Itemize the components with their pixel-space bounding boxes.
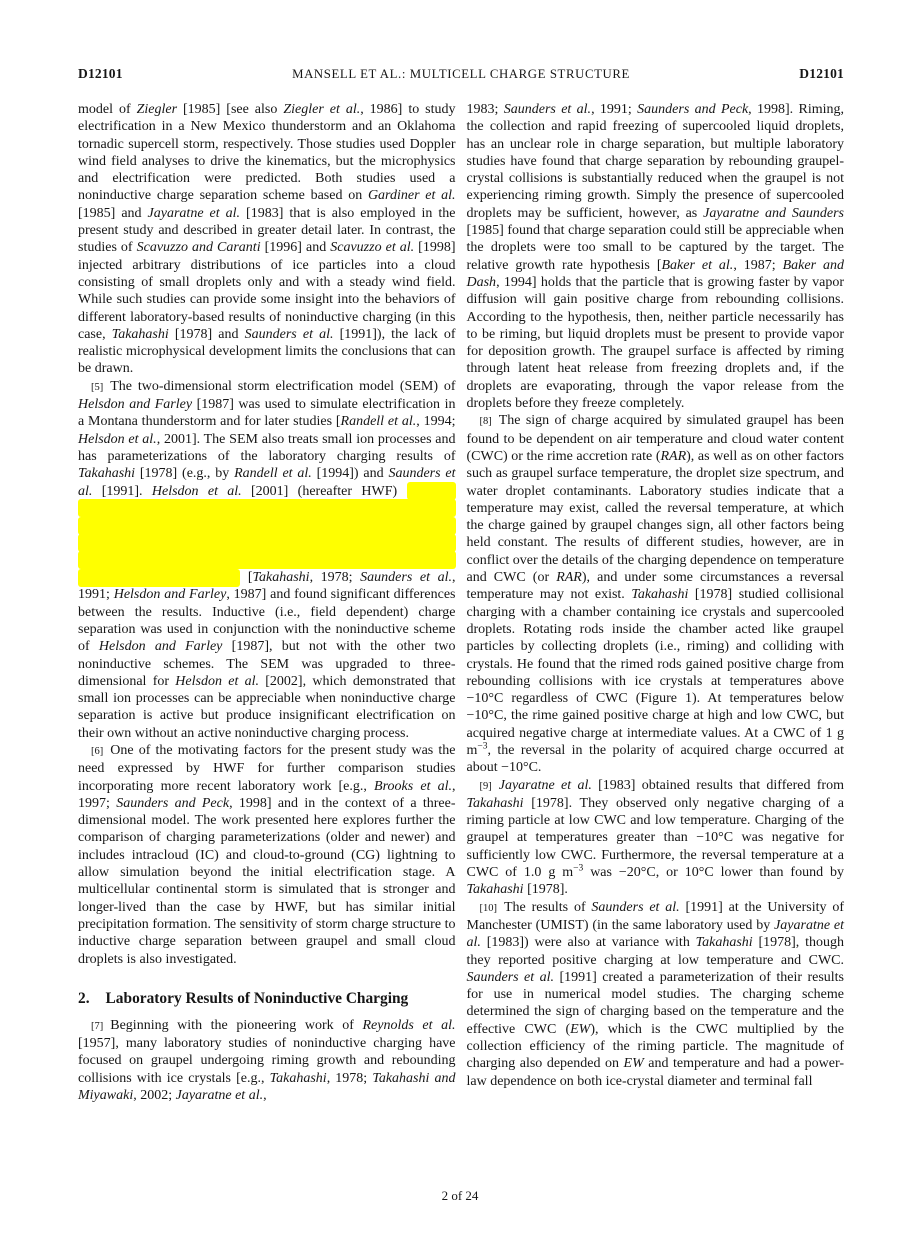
paragraph-number: [9] xyxy=(479,780,492,792)
right-column xyxy=(467,101,845,1104)
citation-italic: Scavuzzo and Caranti xyxy=(136,240,261,256)
paragraph: [10] The results of Saunders et al. [1991] at the University of Manchester (UMIST) (in the same laboratory used by Jayaratne et al. [1983]) were also at variance with Takahashi [1978], though they reported positive charging at low temperature and CWC. Saunders et al. [1991] created a parameterization of their results for use in numerical model studies. The charging scheme determined the sign of charging based on the temperature and the effective CWC (EW), which is the CWC multiplied by the collection efficiency of the riming particle. The magnitude of charging also depended on EW and temperature and had a power-law dependence on both ice-crystal diameter and terminal fall xyxy=(466,899,845,1089)
citation-italic: Jayaratne et al. xyxy=(466,917,844,951)
citation-italic: EW xyxy=(570,1021,591,1037)
citation-italic: Helsdon et al. xyxy=(175,673,259,689)
superscript: −3 xyxy=(573,863,584,874)
citation-italic: Takahashi xyxy=(466,882,524,898)
paragraph: [9] Jayaratne et al. [1983] obtained results that differed from Takahashi [1978]. They observed only negative charging of a riming particle at low CWC and low temperature. Charging of the graupel at temperatures greater than −10°C was negative for sufficiently low CWC. Furthermore, the reversal temperature at a CWC of 1.0 g $m^{-3}$ was −20°C, or 10°C lower than found by Takahashi [1978]. xyxy=(466,777,844,898)
citation-italic: Helsdon and Farley xyxy=(78,397,193,413)
citation-italic: Takahashi xyxy=(269,1070,327,1086)
citation-italic: Jayaratne et al. xyxy=(498,777,592,793)
article-body xyxy=(78,101,844,1104)
paragraph: [8] The sign of charge acquired by simulated graupel has been found to be dependent on air temperature and cloud water content (CWC) or the rime accretion rate (RAR), as well as on other factors such as graupel surface temperature, the droplet size spectrum, and water droplet contaminants. Laboratory studies indicate that a temperature may exist, called the reversal temperature, at which the charge gained by graupel changes sign, all other factors being held constant. The results of different studies, however, are in conflict over the details of the charging dependence on temperature and CWC (or RAR), and under some circumstances a reversal temperature may not exist. Takahashi [1978] studied collisional charging with a chamber containing ice crystals and supercooled droplets. Rotating rods inside the chamber acted like graupel particles by collecting droplets (i.e., riming) and colliding with crystals. He found that the rimed rods gained positive charge from rebounding collisions with ice crystals at temperatures above −10°C regardless of CWC (Figure 1). At temperatures below −10°C, the rime gained positive charge at high and low CWC, but acquired negative charge at intermediate values. At a CWC of 1 g $m^{-3}$, the reversal in the polarity of acquired charge occurred at about −10°C. xyxy=(466,413,844,776)
page-footer xyxy=(0,1188,920,1204)
section-title: Laboratory Results of Noninductive Charging xyxy=(105,989,409,1007)
citation-italic: Helsdon and Farley xyxy=(113,587,227,603)
citation-italic: Randell et al. xyxy=(234,466,312,482)
citation-italic: Helsdon et al. xyxy=(78,431,157,447)
citation-italic: Helsdon and Farley xyxy=(98,639,223,655)
citation-italic: Takahashi xyxy=(466,795,524,811)
paragraph-number: [6] xyxy=(91,745,104,757)
paragraph-number: [5] xyxy=(91,381,104,393)
citation-italic: Gardiner et al. xyxy=(367,188,456,204)
citation-italic: Jayaratne and Saunders xyxy=(703,205,844,221)
section-heading xyxy=(78,989,456,1008)
paragraph-number: [10] xyxy=(479,902,497,914)
running-title: MANSELL ET AL.: MULTICELL CHARGE STRUCTURE xyxy=(292,67,630,81)
paragraph: [5] The two-dimensional storm electrification model (SEM) of Helsdon and Farley [1987] was used to simulate electrification in a Montana thunderstorm and for later studies [Randell et al., 1994; Helsdon et al., 2001]. The SEM also treats small ion processes and has parameterizations of the laboratory charging results of Takahashi [1978] (e.g., by Randell et al. [1994]) and Saunders et al. [1991]. Helsdon et al. [2001] (hereafter HWF) [Takahashi, 1978; Saunders et al., 1991; Helsdon and Farley, 1987] and found significant differences between the results. Inductive (i.e., field dependent) charge separation was used in conjunction with the noninductive scheme of Helsdon and Farley [1987], but not with the other two noninductive schemes. The SEM was upgraded to three-dimensional for Helsdon et al. [2002], which demonstrated that small ion processes can be appreciable when noninductive charge separation is active but produce insignificant electrification on their own without an active noninductive charging process. xyxy=(78,378,456,741)
paragraph-number: [8] xyxy=(479,416,492,428)
citation-italic: Jayaratne et al. xyxy=(175,1088,264,1104)
citation-italic: Jayaratne et al. xyxy=(147,205,241,221)
journal-id-left: D12101 xyxy=(78,66,123,81)
journal-id-right: D12101 xyxy=(799,66,844,81)
citation-italic: Saunders and Peck xyxy=(637,102,749,117)
citation-italic: RAR xyxy=(660,448,687,464)
paragraph: 1983; Saunders et al., 1991; Saunders and Peck, 1998]. Riming, the collection and rapid freezing of supercooled liquid droplets, has an unclear role in charge separation, but multiple laboratory studies have found that charge separation by rebounding graupel-crystal collisions is substantially reduced when the graupel is not experiencing riming growth. Simply the presence of supercooled droplets may be sufficient, however, as Jayaratne and Saunders [1985] found that charge separation could still be appreciable when the droplets were too small to be captured by the target. The relative growth rate hypothesis [Baker et al., 1987; Baker and Dash, 1994] holds that the particle that is growing faster by vapor diffusion will gain positive charge from rebounding collisions. According to the hypothesis, then, neither particle necessarily has to be riming, but liquid droplets must be present to provide vapor for deposition growth. The graupel surface is affected by riming through latent heat release from freezing droplets and, if the droplets are evaporating, through the vapor release from the droplets before they freeze completely. xyxy=(466,102,845,412)
citation-italic: Saunders et al. xyxy=(78,466,456,499)
page-number-indicator: 2 of 24 xyxy=(441,1188,479,1203)
citation-italic: Baker et al. xyxy=(661,257,734,273)
citation-italic: Helsdon et al. xyxy=(151,483,242,499)
paragraph-number: [7] xyxy=(91,1020,104,1032)
citation-italic: EW xyxy=(623,1056,644,1072)
citation-italic: Takahashi xyxy=(78,466,136,482)
citation-italic: Saunders and Peck xyxy=(116,795,230,811)
citation-italic: Saunders et al. xyxy=(360,570,452,586)
citation-italic: Saunders et al. xyxy=(591,899,680,915)
citation-italic: Ziegler xyxy=(136,102,178,117)
page-header xyxy=(78,66,844,82)
paragraph: [7] Beginning with the pioneering work of Reynolds et al. [1957], many laboratory studies of noninductive charging have focused on graupel undergoing riming growth and rebounding collisions with ice crystals [e.g., Takahashi, 1978; Takahashi and Miyawaki, 2002; Jayaratne et al., xyxy=(78,1017,456,1104)
citation-italic: Baker and Dash xyxy=(466,257,844,290)
citation-italic: Brooks et al. xyxy=(374,778,453,794)
paragraph: model of Ziegler [1985] [see also Ziegler et al., 1986] to study electrification in a New Mexico thunderstorm and an Oklahoma tornadic supercell storm, respectively. Those studies used Doppler wind field analyses to drive the kinematics, but the microphysics and electrification were predicted. Both studies used a noninductive charge separation scheme based on Gardiner et al. [1985] and Jayaratne et al. [1983] that is also employed in the present study and described in greater detail later. In contrast, the studies of Scavuzzo and Caranti [1996] and Scavuzzo et al. [1998] injected arbitrary distributions of ice particles into a cloud consisting of small droplets only and with a steady wind field. While such studies can provide some insight into the behaviors of different laboratory-based results of noninductive charging (in this case, Takahashi [1978] and Saunders et al. [1991]), the lack of realistic microphysical development limits the conclusions that can be drawn. xyxy=(78,102,456,377)
citation-italic: Takahashi xyxy=(631,587,689,603)
citation-italic: Ziegler et al. xyxy=(283,102,361,117)
citation-italic: Saunders et al. xyxy=(244,326,334,342)
citation-italic: RAR xyxy=(556,570,582,586)
left-column xyxy=(78,101,456,1104)
citation-italic: Scavuzzo et al. xyxy=(330,240,415,256)
superscript: −3 xyxy=(477,741,488,752)
citation-italic: Saunders et al. xyxy=(466,969,554,985)
citation-italic: Reynolds et al. xyxy=(362,1017,456,1033)
citation-italic: Takahashi xyxy=(252,570,310,586)
paragraph: [6] One of the motivating factors for the present study was the need expressed by HWF for further comparison studies incorporating more recent laboratory work [e.g., Brooks et al., 1997; Saunders and Peck, 1998] and in the context of a three-dimensional model. The work presented here explores further the comparison of charging parameterizations (older and newer) and includes intracloud (IC) and cloud-to-ground (CG) lightning to allow simulation beyond the initial electrification stage. A multicellular continental storm is simulated that is stronger and longer-lived than the case by HWF, but has similar initial precipitation formation. The sensitivity of storm charge structure to inductive charge separation between graupel and small cloud droplets is also investigated. xyxy=(78,742,456,967)
section-number: 2. xyxy=(78,989,90,1007)
citation-italic: Takahashi xyxy=(111,326,169,342)
citation-italic: Takahashi xyxy=(695,935,753,951)
citation-italic: Randell et al. xyxy=(340,414,417,430)
citation-italic: Takahashi and Miyawaki xyxy=(78,1070,456,1104)
citation-italic: Saunders et al. xyxy=(503,102,592,117)
